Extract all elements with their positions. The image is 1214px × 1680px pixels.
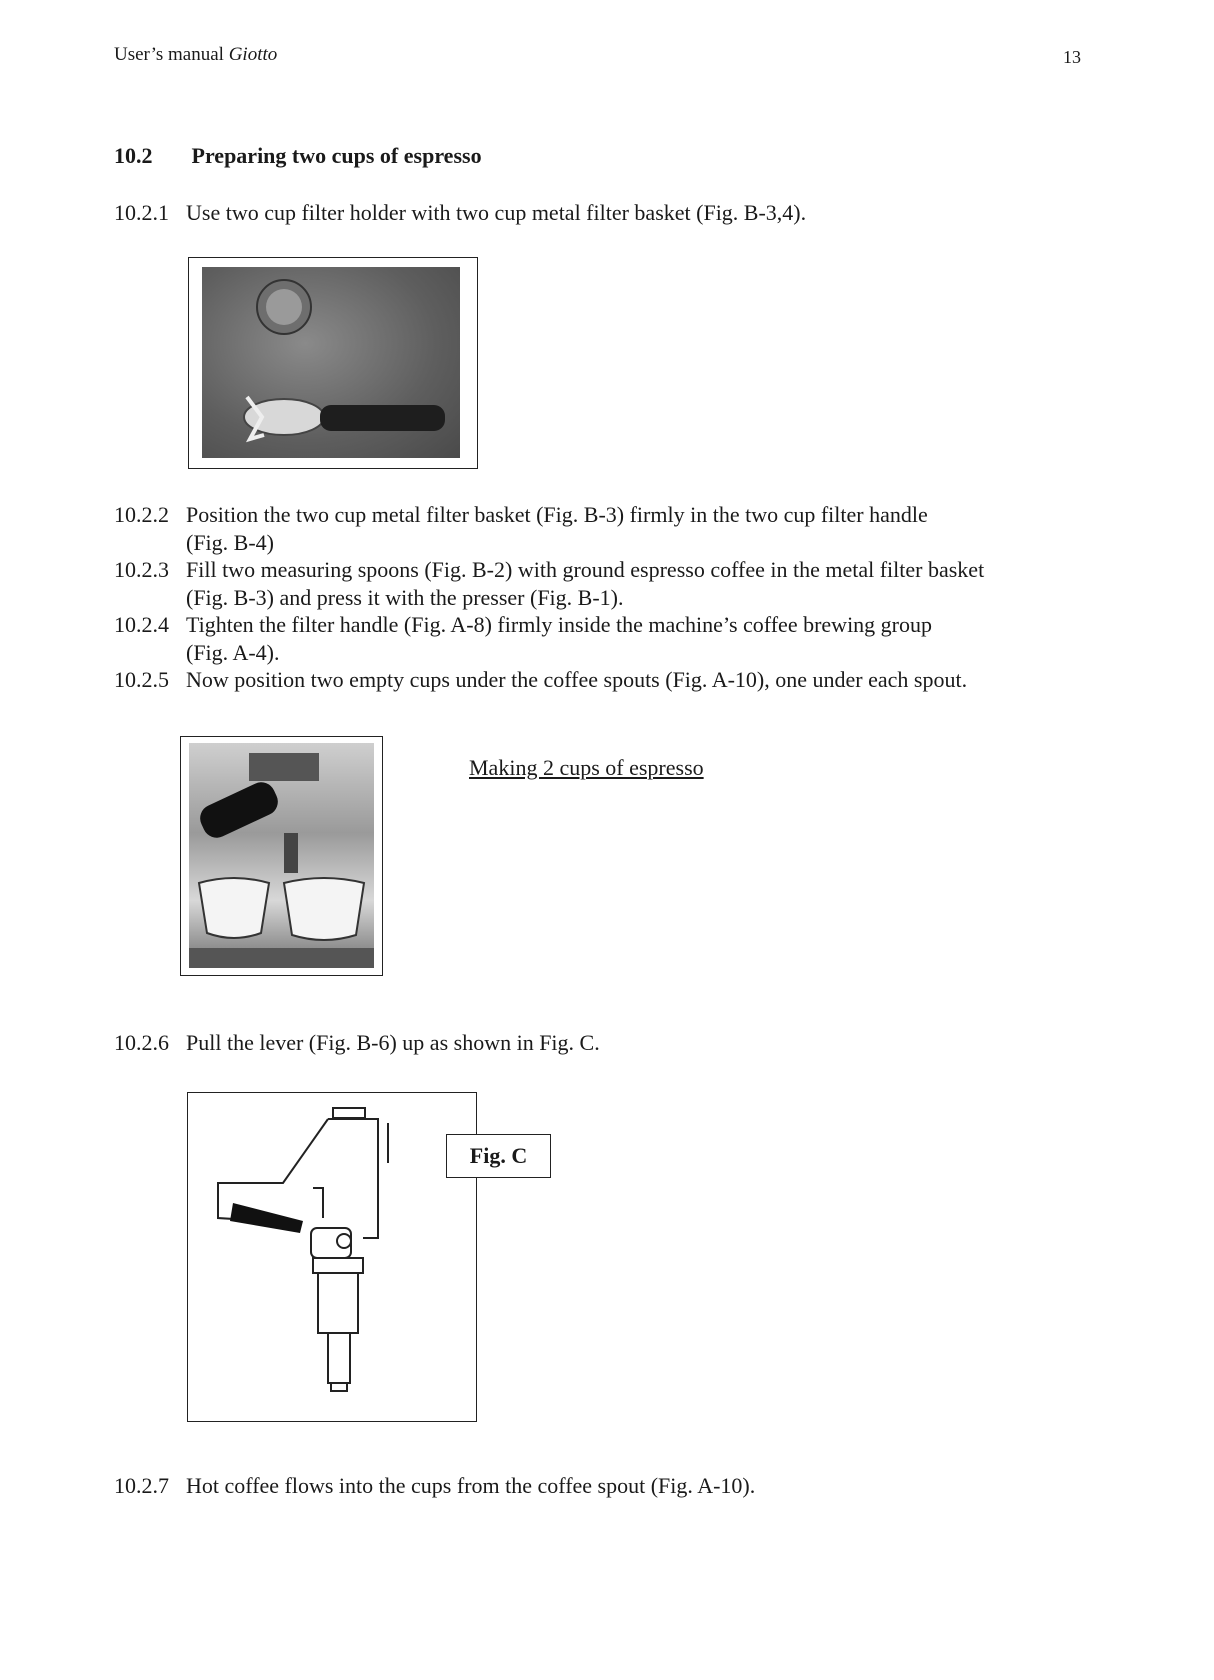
page-number: 13 — [1063, 47, 1081, 67]
step-text-cont: (Fig. A-4). — [186, 640, 280, 665]
running-header — [114, 44, 277, 66]
step-10-2-5 — [114, 666, 1114, 694]
step-10-2-2 — [114, 501, 1114, 557]
step-number: 10.2.5 — [114, 667, 169, 692]
filter-basket-photo — [188, 257, 478, 469]
step-text-cont: (Fig. B-3) and press it with the presser (Fig. B-1). — [186, 585, 624, 610]
step-10-2-1 — [114, 199, 1114, 227]
photo-caption: Making 2 cups of espresso — [469, 755, 704, 780]
section-title: Preparing two cups of espresso — [191, 143, 482, 168]
fig-c-label: Fig. C — [446, 1134, 551, 1178]
filter-holder-illustration — [202, 267, 460, 458]
step-text: Use two cup filter holder with two cup metal filter basket (Fig. B-3,4). — [186, 200, 807, 225]
step-10-2-7 — [114, 1472, 1114, 1500]
photo-content — [202, 267, 460, 458]
step-text: Fill two measuring spoons (Fig. B-2) with ground espresso coffee in the metal filter basket — [186, 557, 985, 582]
cups-illustration — [189, 743, 374, 968]
step-number: 10.2.6 — [114, 1030, 169, 1055]
step-number: 10.2.4 — [114, 612, 169, 637]
step-number: 10.2.1 — [114, 200, 169, 225]
step-text: Now position two empty cups under the coffee spouts (Fig. A-10), one under each spout. — [186, 667, 968, 692]
step-10-2-6 — [114, 1029, 1114, 1057]
step-number: 10.2.3 — [114, 557, 169, 582]
section-heading — [114, 143, 482, 169]
step-text: Pull the lever (Fig. B-6) up as shown in Fig. C. — [186, 1030, 600, 1055]
photo-content — [189, 743, 374, 968]
step-number: 10.2.2 — [114, 502, 169, 527]
espresso-cups-photo — [180, 736, 383, 976]
step-10-2-4 — [114, 611, 1114, 667]
step-number: 10.2.7 — [114, 1473, 169, 1498]
step-text: Tighten the filter handle (Fig. A-8) firmly inside the machine’s coffee brewing group — [186, 612, 933, 637]
header-title: User’s manual — [114, 44, 224, 65]
fig-c-diagram — [187, 1092, 477, 1422]
step-text-cont: (Fig. B-4) — [186, 530, 274, 555]
lever-diagram — [188, 1093, 476, 1421]
step-text: Position the two cup metal filter basket (Fig. B-3) firmly in the two cup filter handle — [186, 502, 928, 527]
section-number: 10.2 — [114, 143, 153, 168]
step-text: Hot coffee flows into the cups from the coffee spout (Fig. A-10). — [186, 1473, 756, 1498]
step-10-2-3 — [114, 556, 1114, 612]
header-product-name: Giotto — [228, 44, 278, 65]
